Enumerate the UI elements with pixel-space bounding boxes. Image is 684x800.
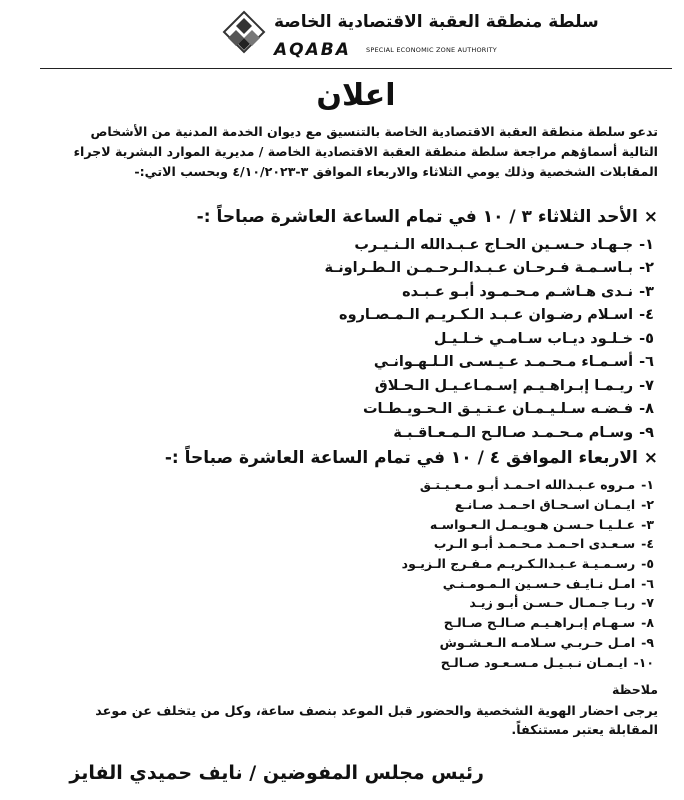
announcement-page <box>40 6 672 794</box>
item-number: ٦- <box>639 354 654 371</box>
section2-list <box>68 475 654 672</box>
item-name: سـهـام إبـراهـيـم صـالـح صـالـح <box>443 615 636 631</box>
note-label: ملاحظة <box>612 682 658 697</box>
list-item <box>68 613 654 633</box>
list-item <box>68 573 654 593</box>
item-number: ٩- <box>641 634 654 650</box>
item-number: ٨- <box>641 615 654 631</box>
item-number: ٧- <box>641 595 654 611</box>
item-name: أسـمـاء مـحـمـد عـيـسـى الـلـهـوانـي <box>373 354 634 371</box>
item-name: مـروه عـبـدالله احـمـد أبـو مـعـيـتـق <box>419 477 636 493</box>
list-item <box>68 351 654 375</box>
item-number: ١- <box>639 236 654 253</box>
list-item <box>68 633 654 653</box>
item-number: ٣- <box>639 283 654 300</box>
item-name: اسـلام رضـوان عـبـد الـكـريـم الـمـصـاروه <box>339 307 634 324</box>
item-name: وسـام مـحـمـد صـالـح الـمـعـاقـبـة <box>393 424 634 441</box>
list-item <box>68 374 654 398</box>
item-name: ريـمـا إبـراهـيـم إسـمـاعـيـل الـحـلاق <box>374 377 634 394</box>
item-number: ٤- <box>639 307 654 324</box>
list-item <box>68 593 654 613</box>
logo-authority-text: SPECIAL ECONOMIC ZONE AUTHORITY <box>366 46 497 54</box>
item-name: بـاسـمـة فـرحـان عـبـدالـرحـمـن الـطـراونـة <box>324 260 634 277</box>
section1-heading: × الأحد الثلاثاء ٣ / ١٠ في تمام الساعة العاشرة صباحاً :- <box>196 207 658 227</box>
list-item <box>68 304 654 328</box>
item-number: ٨- <box>639 401 654 418</box>
list-item <box>68 327 654 351</box>
item-name: امـل حـربـي سـلامـه الـعـشـوش <box>439 634 636 650</box>
item-name: سـعـدى احـمـد مـحـمـد أبـو الـرب <box>433 536 636 552</box>
section1-list <box>68 233 654 445</box>
item-number: ٦- <box>641 575 654 591</box>
item-name: امـل نـايـف حـسـين الـمـومـنـي <box>442 575 636 591</box>
list-item <box>68 233 654 257</box>
item-number: ٥- <box>639 330 654 347</box>
item-name: ربـا جـمـال حـسـن أبـو زيـد <box>469 595 636 611</box>
item-name: فـضـه سـلـيـمـان عـتـيـق الـحـويـطـات <box>362 401 634 418</box>
item-number: ٤- <box>641 536 654 552</box>
item-name: خـلـود ديـاب سـامـي خـلـيـل <box>433 330 634 347</box>
item-number: ١- <box>641 477 654 493</box>
item-number: ٧- <box>639 377 654 394</box>
list-item <box>68 554 654 574</box>
list-item <box>68 398 654 422</box>
item-number: ٣- <box>641 516 654 532</box>
list-item <box>68 280 654 304</box>
item-name: عـلـيـا حـسـن هـويـمـل الـعـواسـه <box>429 516 636 532</box>
list-item <box>68 421 654 445</box>
list-item <box>68 514 654 534</box>
intro-paragraph: تدعو سلطة منطقة العقبة الاقتصادية الخاصة بالتنسيق مع ديوان الخدمة المدنية من الأشخاص التالية أسماؤهم مراجعة سلطة منطقة العقبة الاقتصادية الخاصة / مديرية الموارد البشرية لاجراء المقابلات الشخصية وذلك يومي الثلاثاء والاربعاء الموافق ٣-٤/١٠/٢٠٢٣ وبحسب الاتي:- <box>73 124 658 179</box>
item-number: ٢- <box>639 260 654 277</box>
item-name: رسـمـيـة عـبـدالـكـريـم مـفـرج الـزيـود <box>401 556 636 572</box>
list-item <box>68 257 654 281</box>
list-item <box>68 534 654 554</box>
page-title: اعلان <box>316 78 396 113</box>
logo-english-name: AQABA <box>274 40 351 60</box>
item-number: ١٠- <box>633 654 654 670</box>
header <box>40 6 672 69</box>
item-number: ٥- <box>641 556 654 572</box>
signature: رئيس مجلس المفوضين / نايف حميدي الفايز <box>69 762 484 784</box>
item-name: ايـمـان نـبـيـل مـسـعـود صـالـح <box>440 654 628 670</box>
list-item <box>68 652 654 672</box>
item-name: ايـمـان اسـحـاق احـمـد صـانـع <box>454 497 636 513</box>
aqaba-logo <box>222 10 599 66</box>
item-number: ٩- <box>639 424 654 441</box>
logo-arabic-name: سلطة منطقة العقبة الاقتصادية الخاصة <box>274 12 599 32</box>
item-name: نـدى هـاشـم مـحـمـود أبـو عـبـده <box>402 283 634 300</box>
item-name: جـهـاد حـسـين الحـاج عـبـدالله الـنـيـرب <box>354 236 634 253</box>
list-item <box>68 475 654 495</box>
list-item <box>68 495 654 515</box>
aqaba-logo-mark-icon <box>222 10 266 54</box>
section2-heading: × الاربعاء الموافق ٤ / ١٠ في تمام الساعة العاشرة صباحاً :- <box>164 448 658 468</box>
note-text: يرجى احضار الهوية الشخصية والحضور قبل الموعد بنصف ساعة، وكل من يتخلف عن موعد المقابلة يعتبر مستنكفاً. <box>95 704 658 738</box>
item-number: ٢- <box>641 497 654 513</box>
